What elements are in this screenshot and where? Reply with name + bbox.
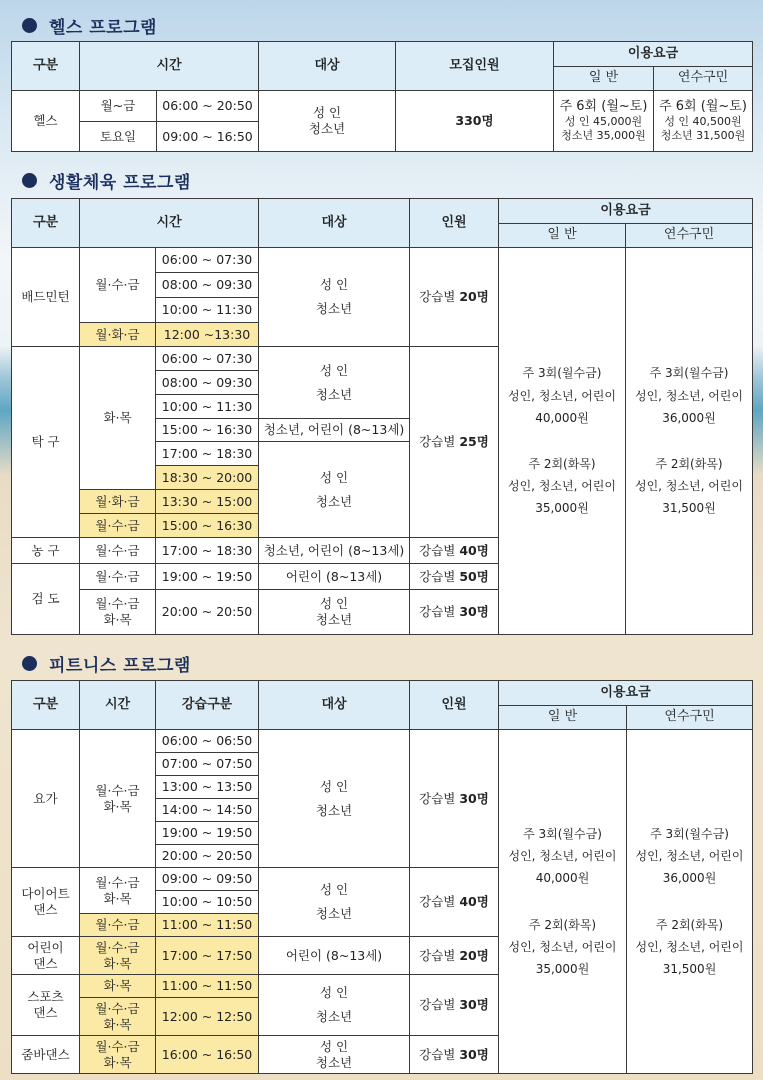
tabletennis-days2: 월·화·금	[80, 490, 156, 514]
diet-time-2: 10:00 ~ 10:50	[156, 891, 259, 914]
sports-days1: 화·목	[80, 975, 156, 998]
sports-name-line1: 스포츠	[27, 989, 64, 1005]
badminton-time-1: 06:00 ~ 07:30	[156, 248, 259, 273]
yoga-time-1: 06:00 ~ 06:50	[156, 730, 259, 753]
basketball-target: 청소년, 어린이 (8~13세)	[259, 538, 410, 564]
count-num: 20명	[459, 947, 489, 963]
diet-days2: 월·수·금	[80, 914, 156, 937]
bullet-dot-icon	[22, 18, 37, 33]
life-fee-resident-a2: 성인, 청소년, 어린이	[635, 388, 743, 403]
yoga-time-2: 07:00 ~ 07:50	[156, 753, 259, 776]
health-header-recruit: 모집인원	[396, 42, 554, 91]
sports-days2-line2: 화·목	[103, 1016, 132, 1032]
kendo-name: 검 도	[12, 564, 80, 635]
fitness-fee-resident-b3: 31,500원	[662, 961, 717, 976]
badminton-days1: 월·수·금	[80, 248, 156, 323]
zumba-name: 줌바댄스	[12, 1036, 80, 1074]
fitness-fee-resident-b1: 주 2회(화목)	[655, 917, 724, 932]
health-header-time: 시간	[80, 42, 259, 91]
count-prefix: 강습별	[419, 604, 460, 620]
kids-name	[12, 937, 80, 975]
basketball-count	[410, 538, 499, 564]
tabletennis-name: 탁 구	[12, 347, 80, 538]
count-num: 30명	[459, 790, 489, 806]
diet-time-3: 11:00 ~ 11:50	[156, 914, 259, 937]
fitness-table	[11, 680, 753, 1074]
yoga-target	[259, 730, 410, 868]
sports-target	[259, 975, 410, 1036]
diet-name	[12, 868, 80, 937]
life-fee-general-a2: 성인, 청소년, 어린이	[508, 388, 616, 403]
health-target-cell	[259, 91, 396, 152]
health-days-weekday: 월~금	[80, 91, 157, 122]
life-header-category: 구분	[12, 199, 80, 248]
sports-count	[410, 975, 499, 1036]
tabletennis-time-3: 10:00 ~ 11:30	[156, 395, 259, 419]
tabletennis-target-a1: 성 인	[319, 362, 349, 378]
diet-days	[80, 868, 156, 914]
basketball-name: 농 구	[12, 538, 80, 564]
badminton-time-3: 10:00 ~ 11:30	[156, 298, 259, 323]
fitness-header-fee-resident: 연수구민	[627, 706, 753, 730]
health-fee-general-line2: 성 인 45,000원	[564, 114, 643, 128]
sports-time2: 12:00 ~ 12:50	[156, 998, 259, 1036]
tabletennis-target-b2: 청소년	[315, 493, 353, 509]
basketball-time: 17:00 ~ 18:30	[156, 538, 259, 564]
sports-days2	[80, 998, 156, 1036]
life-table	[11, 198, 753, 635]
yoga-days-line2: 화·목	[103, 798, 132, 814]
count-prefix: 강습별	[419, 434, 460, 450]
kids-count	[410, 937, 499, 975]
kendo-days2-line2: 화·목	[103, 612, 132, 627]
zumba-target-line2: 청소년	[315, 1054, 353, 1070]
diet-days-line1: 월·수·금	[95, 874, 140, 890]
life-header-target: 대상	[259, 199, 410, 248]
kids-name-line2: 댄스	[33, 955, 58, 971]
tabletennis-target-b	[259, 442, 410, 538]
tabletennis-time-6: 18:30 ~ 20:00	[156, 466, 259, 490]
badminton-target-line1: 성 인	[319, 277, 349, 293]
life-header-fee-resident: 연수구민	[626, 224, 753, 248]
life-fee-resident-a1: 주 3회(월수금)	[649, 366, 729, 381]
zumba-count	[410, 1036, 499, 1074]
health-fee-resident-line3: 청소년 31,500원	[660, 129, 746, 143]
life-fee-resident	[626, 248, 753, 635]
fitness-fee-general-a1: 주 3회(월수금)	[523, 826, 602, 841]
health-title-text: 헬스 프로그램	[49, 17, 157, 38]
tabletennis-time-2: 08:00 ~ 09:30	[156, 371, 259, 395]
health-time-weekday: 06:00 ~ 20:50	[157, 91, 259, 122]
zumba-days-line2: 화·목	[103, 1054, 132, 1070]
tabletennis-target-kids: 청소년, 어린이 (8~13세)	[259, 419, 410, 442]
health-fee-resident-cell	[654, 91, 753, 152]
fitness-header-class: 강습구분	[156, 681, 259, 730]
tabletennis-time-7: 13:30 ~ 15:00	[156, 490, 259, 514]
tabletennis-time-5: 17:00 ~ 18:30	[156, 442, 259, 466]
count-prefix: 강습별	[419, 568, 460, 584]
health-header-fee-general: 일 반	[554, 67, 654, 91]
count-num: 30명	[459, 604, 489, 620]
fitness-header-fee-general: 일 반	[499, 706, 627, 730]
yoga-target-line1: 성 인	[319, 778, 349, 794]
kendo-days2-line1: 월·수·금	[95, 596, 140, 612]
health-fee-general-line3: 청소년 35,000원	[561, 129, 646, 143]
kendo-time1: 19:00 ~ 19:50	[156, 564, 259, 590]
life-section-title	[22, 166, 191, 194]
health-recruit-cell: 330명	[396, 91, 554, 152]
fitness-header-target: 대상	[259, 681, 410, 730]
kendo-target2-line1: 성 인	[319, 596, 349, 612]
kendo-target2-line2: 청소년	[315, 612, 353, 627]
life-fee-general-b2: 성인, 청소년, 어린이	[508, 479, 616, 494]
health-header-category: 구분	[12, 42, 80, 91]
badminton-count	[410, 248, 499, 347]
life-fee-general	[499, 248, 626, 635]
diet-name-line1: 다이어트	[21, 886, 70, 902]
fitness-fee-resident-a2: 성인, 청소년, 어린이	[635, 849, 744, 864]
fitness-section-title	[22, 649, 191, 677]
diet-name-line2: 댄스	[33, 902, 58, 917]
yoga-target-line2: 청소년	[315, 802, 353, 818]
count-num: 50명	[459, 568, 489, 584]
count-num: 20명	[459, 289, 489, 305]
health-target-line2: 청소년	[308, 121, 346, 136]
badminton-days2: 월·화·금	[80, 323, 156, 347]
yoga-name: 요가	[12, 730, 80, 868]
life-header-time: 시간	[80, 199, 259, 248]
badminton-target	[259, 248, 410, 347]
count-num: 40명	[459, 542, 489, 558]
tabletennis-target-b1: 성 인	[319, 469, 349, 485]
bullet-dot-icon	[22, 656, 37, 671]
count-prefix: 강습별	[419, 1046, 460, 1062]
kids-days-line2: 화·목	[103, 955, 132, 971]
diet-target	[259, 868, 410, 937]
health-fee-general-line1: 주 6회 (월~토)	[559, 98, 648, 114]
life-fee-general-b3: 35,000원	[535, 501, 589, 516]
health-fee-resident-line1: 주 6회 (월~토)	[659, 98, 747, 114]
diet-days-line2: 화·목	[103, 890, 132, 906]
health-fee-resident-line2: 성 인 40,500원	[664, 114, 742, 128]
kids-name-line1: 어린이	[27, 939, 64, 955]
health-target-line1: 성 인	[312, 105, 342, 121]
health-header-fee: 이용요금	[554, 42, 753, 67]
count-num: 30명	[459, 997, 489, 1013]
fitness-fee-resident-b2: 성인, 청소년, 어린이	[635, 939, 744, 954]
count-num: 40명	[459, 894, 489, 910]
life-title-text: 생활체육 프로그램	[49, 172, 191, 193]
yoga-time-4: 14:00 ~ 14:50	[156, 799, 259, 822]
kendo-days1: 월·수·금	[80, 564, 156, 590]
life-fee-resident-b2: 성인, 청소년, 어린이	[635, 479, 743, 494]
health-fee-general-cell	[554, 91, 654, 152]
diet-target-line2: 청소년	[315, 906, 353, 921]
badminton-name: 배드민턴	[12, 248, 80, 347]
tabletennis-time-1: 06:00 ~ 07:30	[156, 347, 259, 371]
count-prefix: 강습별	[419, 947, 460, 963]
life-header-fee-general: 일 반	[499, 224, 626, 248]
kendo-days2	[80, 590, 156, 635]
tabletennis-count	[410, 347, 499, 538]
diet-target-line1: 성 인	[319, 882, 349, 898]
life-fee-general-a3: 40,000원	[535, 410, 589, 425]
tabletennis-days3: 월·수·금	[80, 514, 156, 538]
tabletennis-time-8: 15:00 ~ 16:30	[156, 514, 259, 538]
zumba-time: 16:00 ~ 16:50	[156, 1036, 259, 1074]
sports-name	[12, 975, 80, 1036]
diet-time-1: 09:00 ~ 09:50	[156, 868, 259, 891]
kids-target: 어린이 (8~13세)	[259, 937, 410, 975]
kendo-count2	[410, 590, 499, 635]
fitness-title-text: 피트니스 프로그램	[49, 655, 191, 676]
health-time-saturday: 09:00 ~ 16:50	[157, 122, 259, 152]
kids-days	[80, 937, 156, 975]
life-header-count: 인원	[410, 199, 499, 248]
fitness-header-time: 시간	[80, 681, 156, 730]
fitness-fee-resident-a3: 36,000원	[662, 871, 717, 886]
yoga-time-5: 19:00 ~ 19:50	[156, 822, 259, 845]
tabletennis-time-4: 15:00 ~ 16:30	[156, 419, 259, 442]
health-header-fee-resident: 연수구민	[654, 67, 753, 91]
health-days-saturday: 토요일	[80, 122, 157, 152]
health-header-target: 대상	[259, 42, 396, 91]
fitness-header-fee: 이용요금	[499, 681, 753, 706]
fitness-fee-resident-a1: 주 3회(월수금)	[650, 826, 729, 841]
fitness-fee-general-b2: 성인, 청소년, 어린이	[508, 939, 617, 954]
tabletennis-days1: 화·목	[80, 347, 156, 490]
fitness-header-category: 구분	[12, 681, 80, 730]
fitness-fee-general-b1: 주 2회(화목)	[528, 917, 597, 932]
sports-target-line2: 청소년	[315, 1009, 353, 1024]
sports-target-line1: 성 인	[319, 985, 349, 1001]
tabletennis-target-a	[259, 347, 410, 419]
yoga-count	[410, 730, 499, 868]
fitness-fee-resident	[627, 730, 753, 1074]
yoga-time-3: 13:00 ~ 13:50	[156, 776, 259, 799]
health-table	[11, 41, 753, 152]
count-prefix: 강습별	[419, 542, 460, 558]
life-header-fee: 이용요금	[499, 199, 753, 224]
life-fee-resident-b3: 31,500원	[662, 501, 716, 516]
kids-days-line1: 월·수·금	[95, 939, 140, 955]
tabletennis-target-a2: 청소년	[315, 386, 353, 402]
badminton-time-2: 08:00 ~ 09:30	[156, 273, 259, 298]
yoga-days	[80, 730, 156, 868]
life-fee-general-b1: 주 2회(화목)	[528, 457, 596, 471]
sports-name-line2: 댄스	[33, 1005, 58, 1020]
zumba-days-line1: 월·수·금	[95, 1038, 140, 1054]
count-prefix: 강습별	[419, 289, 460, 305]
life-fee-general-a1: 주 3회(월수금)	[522, 366, 602, 381]
sports-time1: 11:00 ~ 11:50	[156, 975, 259, 998]
fitness-header-count: 인원	[410, 681, 499, 730]
zumba-target-line1: 성 인	[319, 1038, 349, 1054]
basketball-days: 월·수·금	[80, 538, 156, 564]
yoga-time-6: 20:00 ~ 20:50	[156, 845, 259, 868]
health-category-cell: 헬스	[12, 91, 80, 152]
count-num: 25명	[459, 434, 489, 450]
kendo-count1	[410, 564, 499, 590]
life-fee-resident-a3: 36,000원	[662, 410, 716, 425]
count-num: 30명	[459, 1046, 489, 1062]
life-fee-resident-b1: 주 2회(화목)	[655, 457, 723, 471]
count-prefix: 강습별	[419, 997, 460, 1013]
kendo-target2	[259, 590, 410, 635]
health-section-title	[22, 11, 157, 39]
sports-days2-line1: 월·수·금	[95, 1000, 140, 1016]
fitness-fee-general-b3: 35,000원	[535, 961, 590, 976]
yoga-days-line1: 월·수·금	[95, 782, 140, 798]
count-prefix: 강습별	[419, 790, 460, 806]
zumba-target	[259, 1036, 410, 1074]
badminton-target-line2: 청소년	[315, 301, 353, 316]
fitness-fee-general	[499, 730, 627, 1074]
kids-time: 17:00 ~ 17:50	[156, 937, 259, 975]
kendo-target1: 어린이 (8~13세)	[259, 564, 410, 590]
kendo-time2: 20:00 ~ 20:50	[156, 590, 259, 635]
zumba-days	[80, 1036, 156, 1074]
fitness-fee-general-a2: 성인, 청소년, 어린이	[508, 849, 617, 864]
count-prefix: 강습별	[419, 894, 460, 910]
diet-count	[410, 868, 499, 937]
badminton-time-4: 12:00 ~13:30	[156, 323, 259, 347]
bullet-dot-icon	[22, 173, 37, 188]
fitness-fee-general-a3: 40,000원	[535, 871, 590, 886]
